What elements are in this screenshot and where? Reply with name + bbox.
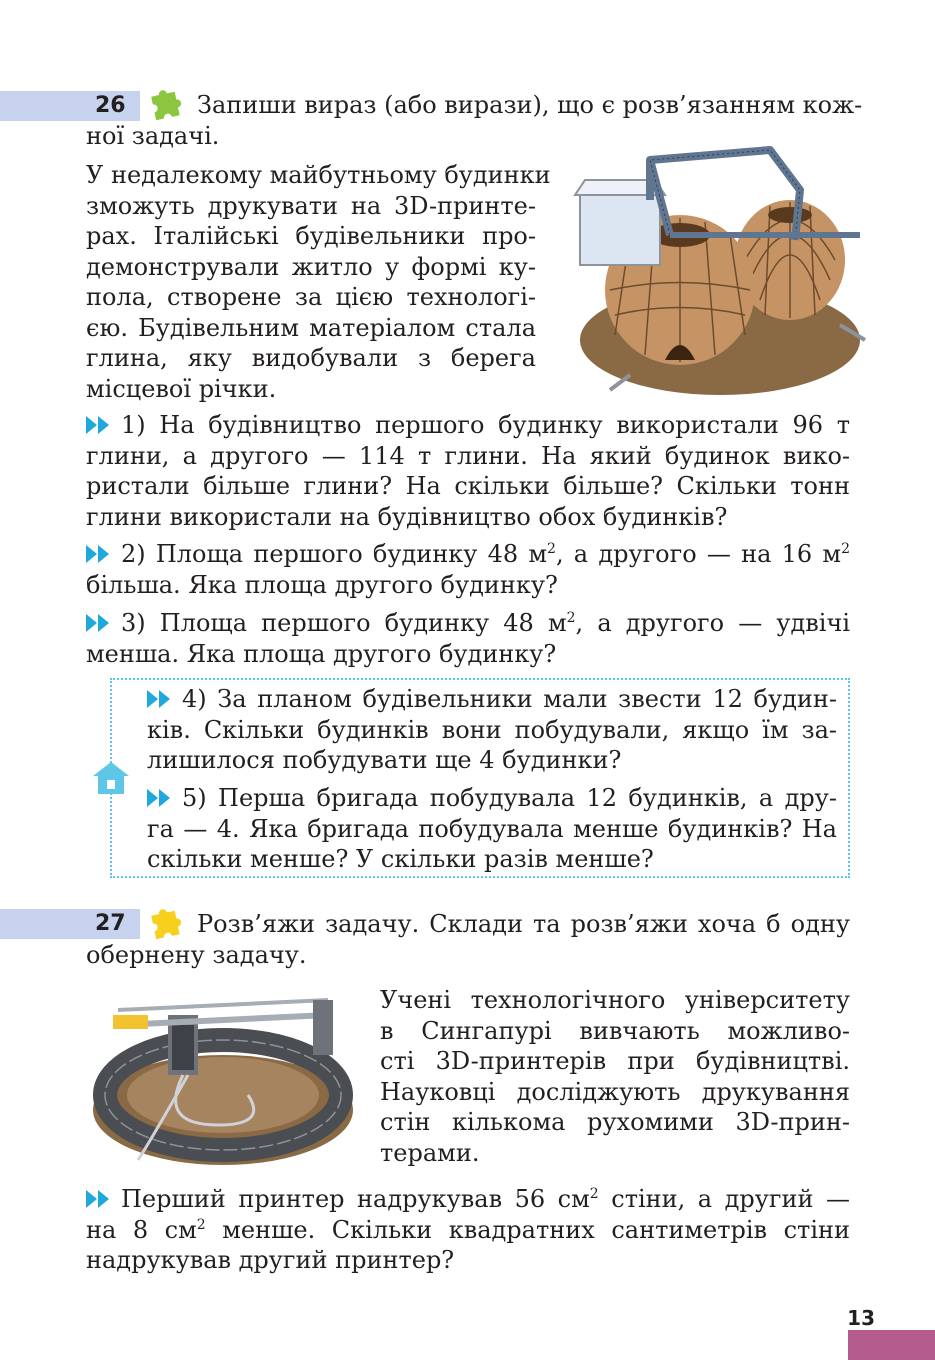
puzzle-icon bbox=[145, 84, 185, 124]
task26-q1: 1) На будівництво першого будинку використали 96 т глини, а другого — 114 т глини. На який будинок вико- ристали більше глини? На скільки більше? Скільки тонн глини використали на будівництво обох будинків? bbox=[86, 411, 850, 531]
task27-intro-cont: обернену задачу. bbox=[86, 941, 307, 969]
task-number: 26 bbox=[95, 93, 126, 118]
ring-printer-illustration bbox=[88, 985, 358, 1170]
task27-question: Перший принтер надрукував 56 $см^2$ стіни, а другий — на 8 $см^2$ менше. Скільки квадратних сантиметрів стіни надрукував другий принтер? bbox=[86, 1185, 850, 1274]
home-icon bbox=[91, 758, 131, 798]
task27-story: Учені технологічного університету в Сингапурі вивчають можливо- сті 3D-принтерів при будівництві. Науковці досліджують друкування стін кількома рухомими 3D-прин- терами. bbox=[380, 986, 850, 1167]
task26-q2: 2) Площа першого будинку 48 $м^2$, а другого — на 16 $м^2$ більша. Яка площа другого будинку? bbox=[86, 540, 850, 599]
task26-q3: 3) Площа першого будинку 48 $м^2$, а другого — удвічі менша. Яка площа другого будинку? bbox=[86, 609, 850, 668]
arrow-double-icon bbox=[86, 1190, 111, 1208]
task26-q5: 5) Перша бригада побудувала 12 будинків, а дру- га — 4. Яка бригада побудувала менше будинків? На скільки менше? У скільки разів менше? bbox=[147, 784, 837, 873]
puzzle-icon bbox=[145, 903, 185, 943]
page-number-bar bbox=[848, 1330, 935, 1360]
task26-story: У недалекому майбутньому будинки зможуть друкувати на 3D-принте- рах. Італійські будівельники про- демонстрували житло у формі ку- пола, створене за цією технологі- єю. Будівельним матеріалом стала глина, яку видобували з берега місцевої річки. bbox=[86, 161, 551, 403]
task-number: 27 bbox=[95, 911, 126, 936]
task27-intro: Розв’яжи задачу. Склади та розв’яжи хоча б одну bbox=[197, 910, 850, 938]
task26-intro-cont: ної задачі. bbox=[86, 122, 220, 150]
arrow-double-icon bbox=[86, 416, 111, 434]
arrow-double-icon bbox=[86, 545, 111, 563]
dome-printer-illustration bbox=[570, 140, 870, 400]
task26-q4: 4) За планом будівельники мали звести 12 будин- ків. Скільки будинків вони побудували, якщо їм за- лишилося побудувати ще 4 будинки? bbox=[147, 685, 837, 774]
task26-intro: Запиши вираз (або вирази), що є розв’язанням кож- bbox=[197, 91, 863, 119]
arrow-double-icon bbox=[147, 789, 172, 807]
arrow-double-icon bbox=[147, 690, 172, 708]
page-number: 13 bbox=[847, 1306, 875, 1330]
arrow-double-icon bbox=[86, 614, 111, 632]
